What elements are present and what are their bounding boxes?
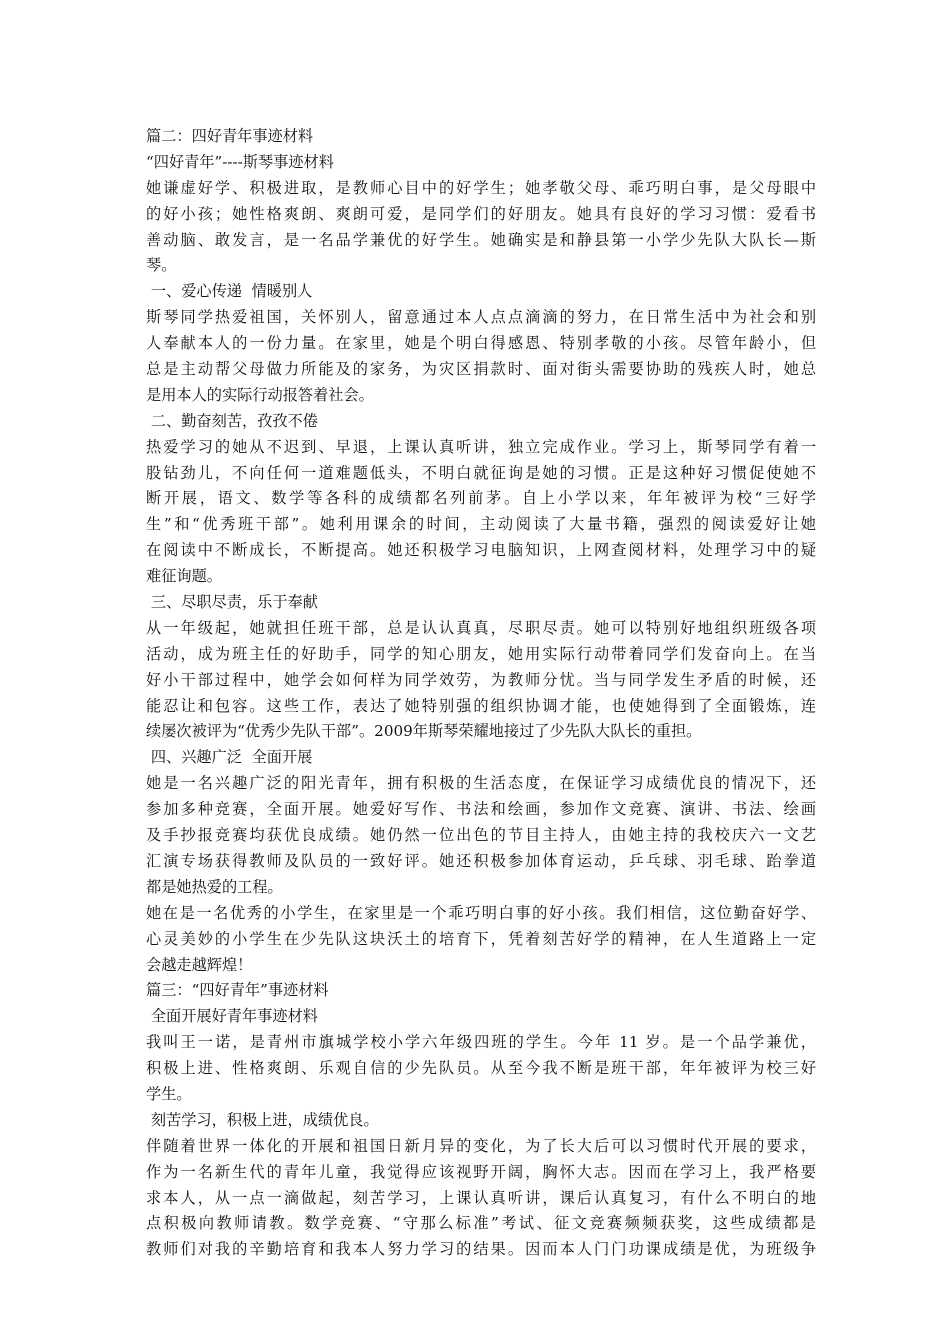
paragraph-line: 琴。 xyxy=(146,256,177,275)
paragraph-line: 积极上进、性格爽朗、乐观自信的少先队员。从至今我不断是班干部，年年被评为校三好 xyxy=(146,1059,816,1078)
paragraph-line: 活动，成为班主任的好助手，同学的知心朋友，她用实际行动带着同学们发奋向上。在当 xyxy=(146,644,816,663)
paragraph-line: 汇演专场获得教师及队员的一致好评。她还积极参加体育运动，乒乓球、羽毛球、跆拳道 xyxy=(146,851,816,870)
paragraph-line: 股钻劲儿，不向任何一道难题低头，不明白就征询是她的习惯。正是这种好习惯促使她不 xyxy=(146,463,816,482)
section-heading: 篇三：“四好青年”事迹材料 xyxy=(146,981,329,1000)
paragraph-line: 她在是一名优秀的小学生，在家里是一个乖巧明白事的好小孩。我们相信，这位勤奋好学、 xyxy=(146,903,816,922)
paragraph-line: 她谦虚好学、积极进取，是教师心目中的好学生；她孝敬父母、乖巧明白事，是父母眼中 xyxy=(146,178,816,197)
paragraph-line: 心灵美妙的小学生在少先队这块沃土的培育下，凭着刻苦好学的精神，在人生道路上一定 xyxy=(146,929,816,948)
paragraph-line: 及手抄报竞赛均获优良成绩。她仍然一位出色的节目主持人，由她主持的我校庆六一文艺 xyxy=(146,826,816,845)
paragraph-line: 的好小孩；她性格爽朗、爽朗可爱，是同学们的好朋友。她具有良好的学习习惯：爱看书 xyxy=(146,204,816,223)
paragraph-line: 热爱学习的她从不迟到、早退，上课认真听讲，独立完成作业。学习上，斯琴同学有着一 xyxy=(146,437,816,456)
section-heading: 篇二：四好青年事迹材料 xyxy=(146,127,314,145)
paragraph-line: 她是一名兴趣广泛的阳光青年，拥有积极的生活态度，在保证学习成绩优良的情况下，还 xyxy=(146,774,816,793)
document-title: 全面开展好青年事迹材料 xyxy=(146,1007,318,1026)
paragraph-line: 从一年级起，她就担任班干部，总是认认真真，尽职尽责。她可以特别好地组织班级各项 xyxy=(146,618,816,637)
paragraph-line: 斯琴同学热爱祖国，关怀别人，留意通过本人点点滴滴的努力，在日常生活中为社会和别 xyxy=(146,308,816,327)
subheading: 刻苦学习，积极上进，成绩优良。 xyxy=(146,1110,379,1129)
paragraph-line: 总是主动帮父母做力所能及的家务，为灾区捐款时、面对街头需要协助的残疾人时，她总 xyxy=(146,360,816,379)
paragraph-line: 会越走越辉煌！ xyxy=(146,955,253,974)
paragraph-line: 学生。 xyxy=(146,1084,192,1103)
paragraph-line: 点积极向教师请教。数学竞赛、“守那么标准”考试、征文竞赛频频获奖，这些成绩都是 xyxy=(146,1214,816,1233)
paragraph-line: 能忍让和包容。这些工作，表达了她特别强的组织协调才能，也使她得到了全面锻炼，连 xyxy=(146,696,816,715)
subheading: 一、爱心传递 情暖别人 xyxy=(146,282,313,301)
paragraph-line: 人奉献本人的一份力量。在家里，她是个明白得感恩、特别孝敬的小孩。尽管年龄小，但 xyxy=(146,334,816,353)
paragraph-line: 参加多种竞赛，全面开展。她爱好写作、书法和绘画，参加作文竞赛、演讲、书法、绘画 xyxy=(146,800,816,819)
paragraph-line: 是用本人的实际行动报答着社会。 xyxy=(146,385,374,404)
paragraph-line: 在阅读中不断成长，不断提高。她还积极学习电脑知识，上网查阅材料，处理学习中的疑 xyxy=(146,541,816,560)
paragraph-line: 难征询题。 xyxy=(146,567,222,586)
paragraph-line: 善动脑、敢发言，是一名品学兼优的好学生。她确实是和静县第一小学少先队大队长—斯 xyxy=(146,230,816,249)
document-title: “四好青年”----斯琴事迹材料 xyxy=(146,152,334,171)
paragraph-line: 作为一名新生代的青年儿童，我觉得应该视野开阔，胸怀大志。因而在学习上，我严格要 xyxy=(146,1162,816,1181)
paragraph-line: 好小干部过程中，她学会如何样为同学效劳，为教师分忧。当与同学发生矛盾的时候，还 xyxy=(146,670,816,689)
paragraph-line: 求本人，从一点一滴做起，刻苦学习，上课认真听讲，课后认真复习，有什么不明白的地 xyxy=(146,1188,816,1207)
paragraph-line: 断开展，语文、数学等各科的成绩都名列前茅。自上小学以来，年年被评为校“三好学 xyxy=(146,489,816,508)
document-body xyxy=(146,124,816,1263)
paragraph-line: 我叫王一诺，是青州市旗城学校小学六年级四班的学生。今年 11 岁。是一个品学兼优， xyxy=(146,1033,816,1052)
subheading: 二、勤奋刻苦，孜孜不倦 xyxy=(146,411,318,430)
subheading: 三、尽职尽责，乐于奉献 xyxy=(146,593,318,612)
paragraph-line: 生”和“优秀班干部”。她利用课余的时间，主动阅读了大量书籍，强烈的阅读爱好让她 xyxy=(146,515,816,534)
paragraph-line: 都是她热爱的工程。 xyxy=(146,877,283,896)
paragraph-line: 教师们对我的辛勤培育和我本人努力学习的结果。因而本人门门功课成绩是优，为班级争 xyxy=(146,1240,816,1259)
subheading: 四、兴趣广泛 全面开展 xyxy=(146,748,313,767)
paragraph-line: 续屡次被评为“优秀少先队干部”。2009年斯琴荣耀地接过了少先队大队长的重担。 xyxy=(146,722,702,741)
paragraph-line: 伴随着世界一体化的开展和祖国日新月异的变化，为了长大后可以习惯时代开展的要求， xyxy=(146,1136,816,1155)
